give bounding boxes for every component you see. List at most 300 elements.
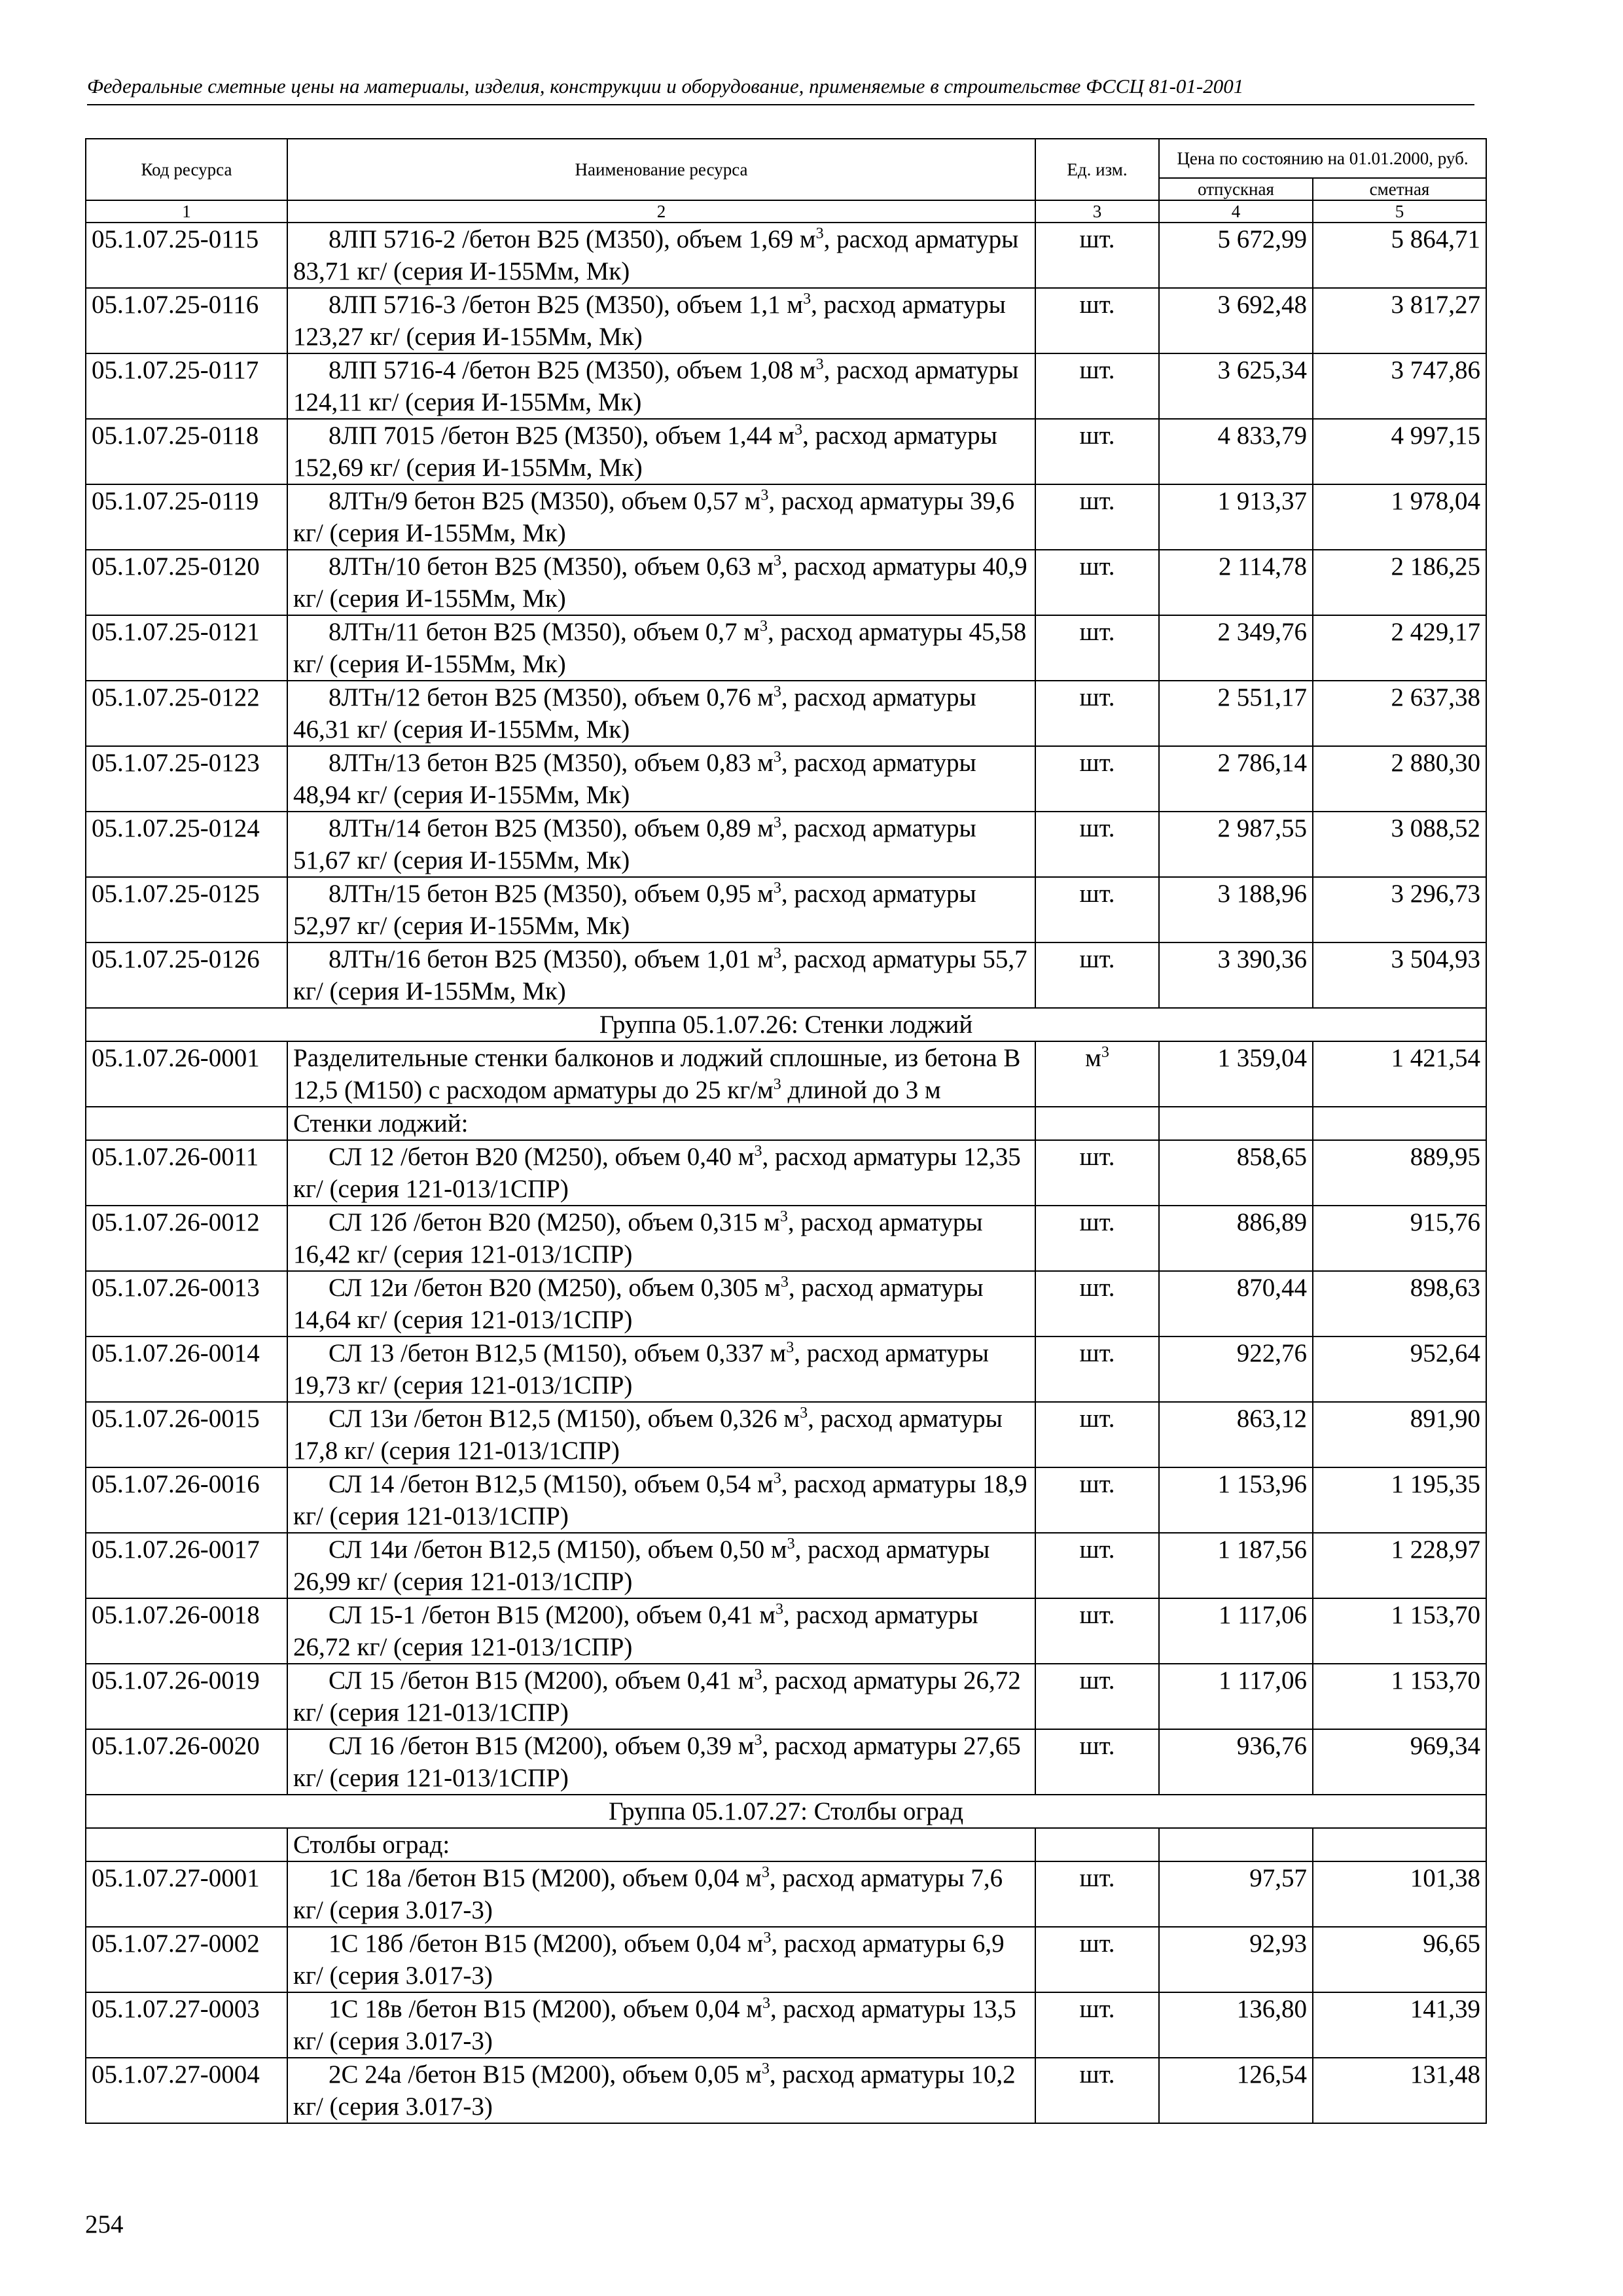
price-estimate-cell: 889,95 (1313, 1140, 1486, 1206)
price-release-cell: 4 833,79 (1159, 419, 1313, 484)
resource-name-part: 8ЛТн/9 бетон B25 (М350), объем 0,57 м (329, 487, 761, 515)
price-release-cell (1159, 1107, 1313, 1140)
resource-name-part: 8ЛТн/11 бетон B25 (М350), объем 0,7 м (329, 618, 760, 646)
cubic-superscript: 3 (787, 1535, 795, 1552)
resource-name-part: 1С 18в /бетон В15 (М200), объем 0,04 м (329, 1995, 762, 2023)
resource-code: 05.1.07.26-0019 (86, 1664, 287, 1729)
price-release-cell: 92,93 (1159, 1927, 1313, 1992)
unit-cell (1035, 1664, 1159, 1729)
resource-code: 05.1.07.26-0013 (86, 1271, 287, 1336)
resource-name (287, 419, 1035, 484)
table-row (86, 746, 1486, 812)
table-row (86, 1140, 1486, 1206)
price-release-cell (1159, 1828, 1313, 1861)
column-number: 3 (1035, 200, 1159, 223)
cubic-superscript: 3 (762, 1995, 770, 2012)
price-estimate-cell: 1 195,35 (1313, 1467, 1486, 1533)
price-release-cell: 936,76 (1159, 1729, 1313, 1795)
resource-name-part: 1С 18б /бетон В15 (М200), объем 0,04 м (329, 1929, 764, 1958)
price-estimate-cell: 3 296,73 (1313, 877, 1486, 942)
column-number: 1 (86, 200, 287, 223)
table-row (86, 419, 1486, 484)
unit-text: шт. (1079, 291, 1115, 319)
cubic-superscript: 3 (773, 683, 781, 700)
resource-code: 05.1.07.25-0118 (86, 419, 287, 484)
price-release-cell: 863,12 (1159, 1402, 1313, 1467)
resource-code: 05.1.07.25-0115 (86, 223, 287, 288)
unit-cell (1035, 1041, 1159, 1107)
code-cell (86, 1828, 287, 1861)
price-estimate-cell: 2 880,30 (1313, 746, 1486, 812)
resource-code: 05.1.07.27-0002 (86, 1927, 287, 1992)
resource-code: 05.1.07.25-0117 (86, 353, 287, 419)
price-release-cell: 1 117,06 (1159, 1598, 1313, 1664)
price-estimate-cell (1313, 1828, 1486, 1861)
table-row (86, 1041, 1486, 1107)
resource-name-part: , расход арматуры 7,6 кг/ (серия 3.017-3) (293, 1864, 1003, 1924)
resource-code: 05.1.07.25-0121 (86, 615, 287, 681)
resource-name-part: СЛ 13и /бетон В12,5 (М150), объем 0,326 м (329, 1405, 800, 1433)
unit-text: шт. (1079, 749, 1115, 777)
price-release-cell: 870,44 (1159, 1271, 1313, 1336)
header-unit: Ед. изм. (1035, 139, 1159, 200)
unit-text: шт. (1079, 1929, 1115, 1958)
price-release-cell: 2 349,76 (1159, 615, 1313, 681)
resource-name (287, 1271, 1035, 1336)
price-estimate-cell: 4 997,15 (1313, 419, 1486, 484)
resource-name (287, 1664, 1035, 1729)
price-release-cell: 3 188,96 (1159, 877, 1313, 942)
code-cell (86, 1107, 287, 1140)
table-row (86, 1206, 1486, 1271)
unit-text: шт. (1079, 422, 1115, 450)
resource-code: 05.1.07.25-0116 (86, 288, 287, 353)
price-estimate-cell: 3 088,52 (1313, 812, 1486, 877)
resource-name (287, 1041, 1035, 1107)
table-row (86, 1598, 1486, 1664)
resource-name-part: , расход арматуры 45,58 кг/ (серия И-155Мм, Мк) (293, 618, 1027, 678)
resource-name-part: , расход арматуры 14,64 кг/ (серия 121-013/1СПР) (293, 1274, 984, 1334)
price-release-cell: 1 913,37 (1159, 484, 1313, 550)
price-table (85, 138, 1487, 2124)
resource-name-part: , расход арматуры 26,99 кг/ (серия 121-013/1СПР) (293, 1535, 990, 1596)
header-rule (87, 104, 1474, 105)
resource-name-part: , расход арматуры 16,42 кг/ (серия 121-013/1СПР) (293, 1208, 983, 1268)
price-estimate-cell: 5 864,71 (1313, 223, 1486, 288)
price-estimate-cell: 1 153,70 (1313, 1664, 1486, 1729)
resource-name-part: , расход арматуры 83,71 кг/ (серия И-155Мм, Мк) (293, 225, 1019, 285)
price-estimate-cell: 3 817,27 (1313, 288, 1486, 353)
resource-name (287, 550, 1035, 615)
unit-cell (1035, 942, 1159, 1008)
price-estimate-cell: 1 228,97 (1313, 1533, 1486, 1598)
cubic-superscript: 3 (761, 1864, 770, 1881)
resource-name-part: СЛ 12 /бетон В20 (М250), объем 0,40 м (329, 1143, 755, 1171)
resource-name-part: , расход арматуры 6,9 кг/ (серия 3.017-3) (293, 1929, 1005, 1990)
resource-name-part: 8ЛТн/15 бетон B25 (М350), объем 0,95 м (329, 880, 774, 908)
resource-name (287, 223, 1035, 288)
table-row (86, 1533, 1486, 1598)
resource-code: 05.1.07.25-0123 (86, 746, 287, 812)
resource-name (287, 746, 1035, 812)
unit-text: шт. (1079, 814, 1115, 842)
cubic-superscript: 3 (754, 1666, 762, 1683)
resource-code: 05.1.07.27-0004 (86, 2058, 287, 2123)
cubic-superscript: 3 (754, 1732, 762, 1749)
resource-name-part: , расход арматуры 10,2 кг/ (серия 3.017-3) (293, 2060, 1016, 2121)
resource-code: 05.1.07.25-0126 (86, 942, 287, 1008)
group-heading-row (86, 1795, 1486, 1828)
price-release-cell: 1 187,56 (1159, 1533, 1313, 1598)
resource-code: 05.1.07.26-0017 (86, 1533, 287, 1598)
group-title: Группа 05.1.07.26: Стенки лоджий (86, 1008, 1486, 1041)
cubic-superscript: 3 (775, 1601, 783, 1618)
unit-cell (1035, 681, 1159, 746)
unit-text: шт. (1079, 1339, 1115, 1367)
cubic-superscript: 3 (773, 552, 781, 569)
unit-text: шт. (1079, 880, 1115, 908)
unit-text: шт. (1079, 1143, 1115, 1171)
price-estimate-cell (1313, 1107, 1486, 1140)
resource-name (287, 1992, 1035, 2058)
table-row (86, 2058, 1486, 2123)
resource-code: 05.1.07.26-0011 (86, 1140, 287, 1206)
price-estimate-cell: 2 186,25 (1313, 550, 1486, 615)
resource-code: 05.1.07.26-0020 (86, 1729, 287, 1795)
unit-text: шт. (1079, 945, 1115, 973)
cubic-superscript: 3 (760, 487, 769, 504)
resource-name (287, 2058, 1035, 2123)
unit-cell (1035, 1861, 1159, 1927)
resource-name-part: , расход арматуры 40,9 кг/ (серия И-155Мм, Мк) (293, 552, 1027, 613)
price-release-cell: 2 987,55 (1159, 812, 1313, 877)
resource-name-part: 8ЛТн/10 бетон B25 (М350), объем 0,63 м (329, 552, 774, 581)
resource-name-part: , расход арматуры 123,27 кг/ (серия И-155Мм, Мк) (293, 291, 1006, 351)
unit-text: шт. (1079, 618, 1115, 646)
unit-cell (1035, 1271, 1159, 1336)
cubic-superscript: 3 (780, 1274, 789, 1291)
price-release-cell: 1 117,06 (1159, 1664, 1313, 1729)
resource-name (287, 877, 1035, 942)
column-number: 2 (287, 200, 1035, 223)
table-row (86, 1271, 1486, 1336)
price-release-cell: 2 786,14 (1159, 746, 1313, 812)
cubic-superscript: 3 (803, 291, 812, 308)
price-estimate-cell: 1 153,70 (1313, 1598, 1486, 1664)
unit-cell (1035, 419, 1159, 484)
table-row (86, 812, 1486, 877)
price-release-cell: 922,76 (1159, 1336, 1313, 1402)
resource-name-part: 8ЛП 5716-2 /бетон B25 (М350), объем 1,69 м (329, 225, 816, 253)
table-row (86, 1861, 1486, 1927)
header-code: Код ресурса (86, 139, 287, 200)
price-estimate-cell: 1 978,04 (1313, 484, 1486, 550)
unit-text: шт. (1079, 1470, 1115, 1498)
table-row (86, 550, 1486, 615)
cubic-superscript: 3 (754, 1143, 762, 1160)
unit-text: шт. (1079, 1666, 1115, 1695)
table-row (86, 223, 1486, 288)
header-price-group: Цена по состоянию на 01.01.2000, руб. (1159, 139, 1486, 178)
resource-name (287, 1402, 1035, 1467)
resource-code: 05.1.07.26-0014 (86, 1336, 287, 1402)
running-header: Федеральные сметные цены на материалы, изделия, конструкции и оборудование, применяемые в строительстве ФССЦ 81-01-2001 (87, 75, 1244, 98)
table-row (86, 1467, 1486, 1533)
unit-cell (1035, 1729, 1159, 1795)
resource-name-part: , расход арматуры 19,73 кг/ (серия 121-013/1СПР) (293, 1339, 990, 1399)
resource-name-part: 8ЛТн/12 бетон B25 (М350), объем 0,76 м (329, 683, 774, 711)
unit-cell (1035, 1598, 1159, 1664)
cubic-superscript: 3 (815, 356, 824, 373)
table-row (86, 288, 1486, 353)
page-number: 254 (85, 2210, 124, 2238)
unit-text: шт. (1079, 552, 1115, 581)
unit-cell (1035, 1992, 1159, 2058)
unit-text: шт. (1079, 1601, 1115, 1629)
subheading-text: Столбы оград: (287, 1828, 1035, 1861)
resource-name (287, 1206, 1035, 1271)
resource-name-part: , расход арматуры 26,72 кг/ (серия 121-013/1СПР) (293, 1601, 978, 1661)
resource-name-part: , расход арматуры 39,6 кг/ (серия И-155Мм, Мк) (293, 487, 1015, 547)
price-estimate-cell: 969,34 (1313, 1729, 1486, 1795)
resource-name-part: СЛ 14и /бетон В12,5 (М150), объем 0,50 м (329, 1535, 787, 1564)
unit-cell (1035, 484, 1159, 550)
cubic-superscript: 3 (773, 1076, 781, 1093)
table-row (86, 1336, 1486, 1402)
table-row (86, 1664, 1486, 1729)
resource-name-part: Разделительные стенки балконов и лоджий сплошные, из бетона В 12,5 (М150) с расходом арматуры до 25 кг/м (293, 1044, 1021, 1104)
unit-text: шт. (1079, 683, 1115, 711)
unit-cell (1035, 746, 1159, 812)
resource-name-part: 1С 18а /бетон В15 (М200), объем 0,04 м (329, 1864, 762, 1892)
table-body (86, 223, 1486, 2123)
resource-code: 05.1.07.26-0016 (86, 1467, 287, 1533)
unit-superscript: 3 (1101, 1044, 1109, 1061)
table-row (86, 1729, 1486, 1795)
header-price-release: отпускная (1159, 178, 1313, 200)
resource-name-part: СЛ 13 /бетон В12,5 (М150), объем 0,337 м (329, 1339, 787, 1367)
resource-name-part: 8ЛП 5716-3 /бетон B25 (М350), объем 1,1 м (329, 291, 804, 319)
unit-text: шт. (1079, 2060, 1115, 2089)
price-estimate-cell: 891,90 (1313, 1402, 1486, 1467)
price-release-cell: 1 153,96 (1159, 1467, 1313, 1533)
resource-code: 05.1.07.27-0001 (86, 1861, 287, 1927)
unit-text: шт. (1079, 487, 1115, 515)
unit-text: шт. (1079, 1274, 1115, 1302)
resource-name-part: , расход арматуры 17,8 кг/ (серия 121-013/1СПР) (293, 1405, 1003, 1465)
column-numbers-row (86, 200, 1486, 223)
resource-name-part: 8ЛТн/14 бетон B25 (М350), объем 0,89 м (329, 814, 774, 842)
price-release-cell: 886,89 (1159, 1206, 1313, 1271)
resource-name (287, 288, 1035, 353)
table-row (86, 1927, 1486, 1992)
resource-code: 05.1.07.25-0120 (86, 550, 287, 615)
resource-name (287, 1927, 1035, 1992)
table-row (86, 681, 1486, 746)
column-number: 5 (1313, 200, 1486, 223)
price-release-cell: 3 390,36 (1159, 942, 1313, 1008)
unit-cell (1035, 550, 1159, 615)
unit-text: шт. (1079, 356, 1115, 384)
resource-name-part: , расход арматуры 48,94 кг/ (серия И-155Мм, Мк) (293, 749, 976, 809)
price-estimate-cell: 96,65 (1313, 1927, 1486, 1992)
table-row (86, 1992, 1486, 2058)
resource-name-part: СЛ 15-1 /бетон В15 (М200), объем 0,41 м (329, 1601, 776, 1629)
table-row (86, 353, 1486, 419)
unit-cell (1035, 353, 1159, 419)
price-release-cell: 1 359,04 (1159, 1041, 1313, 1107)
resource-name (287, 1467, 1035, 1533)
table-row (86, 942, 1486, 1008)
resource-name (287, 1861, 1035, 1927)
cubic-superscript: 3 (761, 2060, 770, 2077)
cubic-superscript: 3 (786, 1339, 794, 1356)
resource-name-part: , расход арматуры 124,11 кг/ (серия И-155Мм, Мк) (293, 356, 1019, 416)
resource-code: 05.1.07.26-0018 (86, 1598, 287, 1664)
resource-code: 05.1.07.26-0001 (86, 1041, 287, 1107)
price-release-cell: 97,57 (1159, 1861, 1313, 1927)
price-estimate-cell: 1 421,54 (1313, 1041, 1486, 1107)
unit-text: шт. (1079, 225, 1115, 253)
unit-text: шт. (1079, 1864, 1115, 1892)
cubic-superscript: 3 (773, 814, 781, 831)
table-row (86, 1402, 1486, 1467)
header-price-estimate: сметная (1313, 178, 1486, 200)
cubic-superscript: 3 (773, 945, 781, 962)
resource-name (287, 681, 1035, 746)
price-release-cell: 3 625,34 (1159, 353, 1313, 419)
unit-cell (1035, 1927, 1159, 1992)
resource-name (287, 1336, 1035, 1402)
resource-code: 05.1.07.25-0119 (86, 484, 287, 550)
cubic-superscript: 3 (773, 749, 781, 766)
resource-name-part: , расход арматуры 51,67 кг/ (серия И-155Мм, Мк) (293, 814, 976, 874)
unit-text: шт. (1079, 1535, 1115, 1564)
price-estimate-cell: 131,48 (1313, 2058, 1486, 2123)
price-estimate-cell: 3 504,93 (1313, 942, 1486, 1008)
unit-cell (1035, 2058, 1159, 2123)
unit-cell (1035, 1107, 1159, 1140)
unit-cell (1035, 1206, 1159, 1271)
resource-name (287, 1533, 1035, 1598)
resource-name (287, 353, 1035, 419)
resource-name-part: , расход арматуры 55,7 кг/ (серия И-155Мм, Мк) (293, 945, 1027, 1005)
price-release-cell: 126,54 (1159, 2058, 1313, 2123)
resource-name (287, 942, 1035, 1008)
resource-name (287, 484, 1035, 550)
cubic-superscript: 3 (759, 618, 768, 635)
unit-text: шт. (1079, 1208, 1115, 1236)
cubic-superscript: 3 (773, 880, 781, 897)
resource-code: 05.1.07.25-0124 (86, 812, 287, 877)
resource-code: 05.1.07.27-0003 (86, 1992, 287, 2058)
unit-cell (1035, 812, 1159, 877)
cubic-superscript: 3 (763, 1929, 772, 1946)
resource-name-part: , расход арматуры 13,5 кг/ (серия 3.017-3) (293, 1995, 1016, 2055)
unit-cell (1035, 1828, 1159, 1861)
resource-name-part: 2С 24а /бетон В15 (М200), объем 0,05 м (329, 2060, 762, 2089)
price-release-cell: 5 672,99 (1159, 223, 1313, 288)
resource-name (287, 1729, 1035, 1795)
table-header (86, 139, 1486, 223)
resource-name (287, 1598, 1035, 1664)
table-row (86, 615, 1486, 681)
price-release-cell: 858,65 (1159, 1140, 1313, 1206)
unit-text: шт. (1079, 1732, 1115, 1760)
unit-cell (1035, 615, 1159, 681)
resource-name-part: 8ЛП 7015 /бетон B25 (М350), объем 1,44 м (329, 422, 795, 450)
unit-text: м (1085, 1044, 1101, 1072)
price-estimate-cell: 898,63 (1313, 1271, 1486, 1336)
resource-name-part: , расход арматуры 152,69 кг/ (серия И-155Мм, Мк) (293, 422, 997, 482)
resource-name-part: , расход арматуры 12,35 кг/ (серия 121-013/1СПР) (293, 1143, 1021, 1203)
resource-name-part: длиной до 3 м (781, 1076, 941, 1104)
unit-cell (1035, 1402, 1159, 1467)
resource-name-part: СЛ 12б /бетон В20 (М250), объем 0,315 м (329, 1208, 780, 1236)
subheading-text: Стенки лоджий: (287, 1107, 1035, 1140)
header-name: Наименование ресурса (287, 139, 1035, 200)
resource-code: 05.1.07.26-0015 (86, 1402, 287, 1467)
price-release-cell: 3 692,48 (1159, 288, 1313, 353)
resource-code: 05.1.07.25-0125 (86, 877, 287, 942)
resource-name (287, 1140, 1035, 1206)
price-estimate-cell: 101,38 (1313, 1861, 1486, 1927)
resource-name-part: СЛ 15 /бетон В15 (М200), объем 0,41 м (329, 1666, 755, 1695)
cubic-superscript: 3 (815, 225, 824, 242)
cubic-superscript: 3 (794, 422, 803, 439)
cubic-superscript: 3 (779, 1208, 788, 1225)
price-estimate-cell: 915,76 (1313, 1206, 1486, 1271)
unit-cell (1035, 223, 1159, 288)
price-estimate-cell: 952,64 (1313, 1336, 1486, 1402)
subheading-row (86, 1107, 1486, 1140)
resource-name-part: , расход арматуры 18,9 кг/ (серия 121-013/1СПР) (293, 1470, 1027, 1530)
unit-cell (1035, 288, 1159, 353)
resource-name-part: 8ЛП 5716-4 /бетон B25 (М350), объем 1,08 м (329, 356, 816, 384)
resource-name-part: , расход арматуры 46,31 кг/ (серия И-155Мм, Мк) (293, 683, 976, 744)
cubic-superscript: 3 (773, 1470, 781, 1487)
resource-name-part: 8ЛТн/16 бетон B25 (М350), объем 1,01 м (329, 945, 774, 973)
unit-cell (1035, 1533, 1159, 1598)
subheading-row (86, 1828, 1486, 1861)
unit-text: шт. (1079, 1405, 1115, 1433)
resource-code: 05.1.07.25-0122 (86, 681, 287, 746)
resource-name (287, 812, 1035, 877)
resource-name-part: СЛ 16 /бетон В15 (М200), объем 0,39 м (329, 1732, 755, 1760)
cubic-superscript: 3 (800, 1405, 808, 1422)
resource-code: 05.1.07.26-0012 (86, 1206, 287, 1271)
unit-cell (1035, 1336, 1159, 1402)
price-estimate-cell: 2 429,17 (1313, 615, 1486, 681)
unit-text: шт. (1079, 1995, 1115, 2023)
price-estimate-cell: 2 637,38 (1313, 681, 1486, 746)
resource-name-part: , расход арматуры 27,65 кг/ (серия 121-013/1СПР) (293, 1732, 1021, 1792)
table-row (86, 484, 1486, 550)
price-release-cell: 2 551,17 (1159, 681, 1313, 746)
price-estimate-cell: 141,39 (1313, 1992, 1486, 2058)
price-estimate-cell: 3 747,86 (1313, 353, 1486, 419)
unit-cell (1035, 877, 1159, 942)
table-row (86, 877, 1486, 942)
resource-name-part: СЛ 14 /бетон В12,5 (М150), объем 0,54 м (329, 1470, 774, 1498)
column-number: 4 (1159, 200, 1313, 223)
group-heading-row (86, 1008, 1486, 1041)
resource-name-part: , расход арматуры 52,97 кг/ (серия И-155Мм, Мк) (293, 880, 976, 940)
group-title: Группа 05.1.07.27: Столбы оград (86, 1795, 1486, 1828)
unit-cell (1035, 1467, 1159, 1533)
price-release-cell: 2 114,78 (1159, 550, 1313, 615)
resource-name-part: 8ЛТн/13 бетон B25 (М350), объем 0,83 м (329, 749, 774, 777)
